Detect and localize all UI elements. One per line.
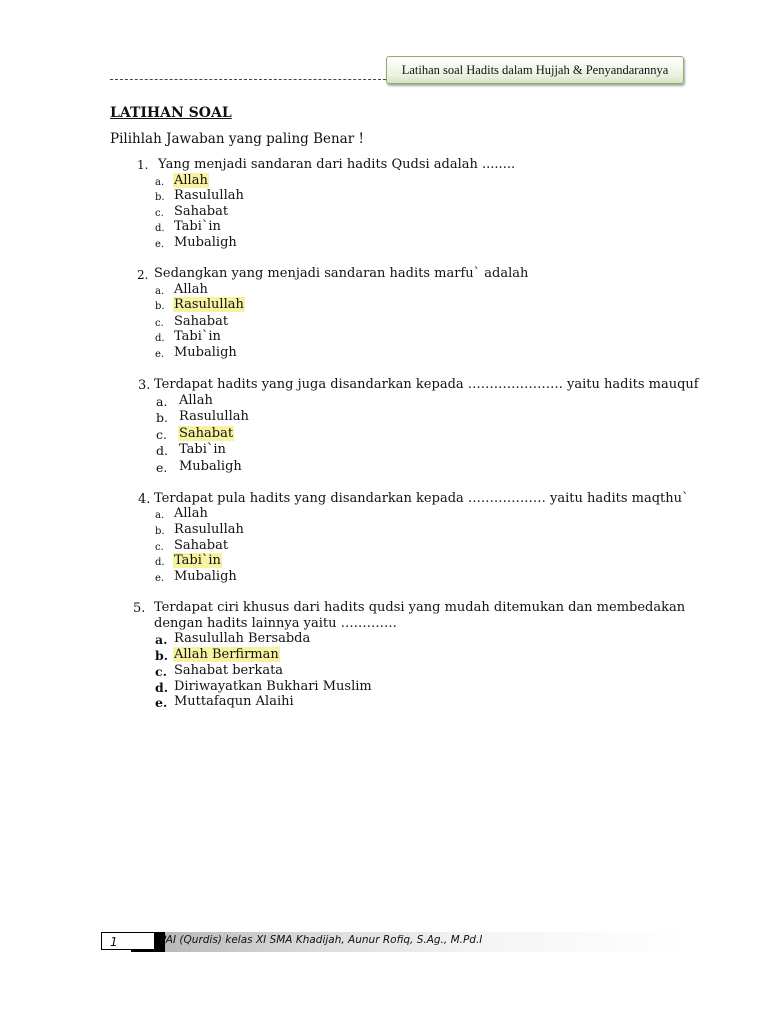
answer-highlight: Allah Berfirman (174, 647, 279, 662)
q2-option-e: Mubaligh (174, 345, 237, 360)
q2-option-c-letter: c. (155, 318, 164, 329)
answer-highlight: Tabi`in (174, 553, 221, 568)
answer-highlight: Rasulullah (174, 297, 244, 312)
question-3-text: Terdapat hadits yang juga disandarkan kepada …………………. yaitu hadits mauquf (154, 377, 699, 392)
q3-option-a-letter: a. (156, 394, 168, 409)
q1-option-e: Mubaligh (174, 235, 237, 250)
header-tab: Latihan soal Hadits dalam Hujjah & Penyandarannya (386, 56, 684, 84)
question-3-number: 3. (138, 378, 151, 393)
question-2-number: 2. (137, 268, 149, 282)
question-4-number: 4. (138, 492, 151, 507)
q2-option-d-letter: d. (155, 333, 165, 344)
q2-option-a: Allah (174, 282, 208, 297)
q5-option-a-letter: a. (155, 632, 168, 647)
q4-option-a: Allah (174, 506, 208, 521)
footer-text: PAI (Qurdis) kelas XI SMA Khadijah, Aunur Rofiq, S.Ag., M.Pd.I (160, 934, 483, 946)
q1-option-d: Tabi`in (174, 219, 221, 234)
q5-option-c-letter: c. (155, 664, 167, 679)
q3-option-c-letter: c. (156, 427, 167, 442)
q4-option-b-letter: b. (155, 526, 165, 537)
q3-option-e-letter: e. (156, 460, 168, 475)
answer-highlight: Allah (174, 173, 208, 188)
q3-option-d-letter: d. (156, 443, 168, 458)
q1-option-e-letter: e. (155, 239, 165, 250)
q3-option-d: Tabi`in (179, 442, 226, 457)
question-2-text: Sedangkan yang menjadi sandaran hadits marfu` adalah (154, 266, 529, 281)
question-5-number: 5. (133, 601, 146, 616)
q3-option-b-letter: b. (156, 410, 168, 425)
q5-option-b-letter: b. (155, 648, 169, 663)
q5-option-c: Sahabat berkata (174, 663, 284, 678)
question-5-text-line2: dengan hadits lainnya yaitu …………. (154, 616, 397, 631)
q1-option-c: Sahabat (174, 204, 229, 219)
instruction-text: Pilihlah Jawaban yang paling Benar ! (110, 131, 364, 147)
q2-option-d: Tabi`in (174, 329, 221, 344)
q4-option-e: Mubaligh (174, 569, 237, 584)
q2-option-e-letter: e. (155, 349, 165, 360)
q2-option-b-letter: b. (155, 301, 165, 312)
q5-option-e: Muttafaqun Alaihi (174, 694, 294, 709)
q1-option-b: Rasulullah (174, 188, 244, 203)
question-1-number: 1. (137, 158, 149, 172)
q1-option-c-letter: c. (155, 208, 164, 219)
q5-option-a: Rasulullah Bersabda (174, 631, 311, 646)
question-1-text: Yang menjadi sandaran dari hadits Qudsi adalah ........ (158, 157, 516, 172)
answer-highlight: Sahabat (179, 426, 234, 441)
q4-option-d-letter: d. (155, 557, 165, 568)
q1-option-b-letter: b. (155, 192, 165, 203)
header-dashed-divider (110, 79, 386, 80)
q4-option-e-letter: e. (155, 573, 165, 584)
q5-option-d: Diriwayatkan Bukhari Muslim (174, 679, 372, 694)
q2-option-a-letter: a. (155, 286, 165, 297)
q3-option-b: Rasulullah (179, 409, 249, 424)
q4-option-b: Rasulullah (174, 522, 244, 537)
q5-option-d-letter: d. (155, 680, 169, 695)
q4-option-d (173, 553, 222, 568)
q4-option-c: Sahabat (174, 538, 229, 553)
q3-option-a: Allah (179, 393, 213, 408)
q4-option-c-letter: c. (155, 542, 164, 553)
q2-option-b (173, 297, 245, 312)
q2-option-c: Sahabat (174, 314, 229, 329)
page-title: LATIHAN SOAL (110, 105, 232, 121)
question-4-text: Terdapat pula hadits yang disandarkan kepada ……………… yaitu hadits maqthu` (154, 491, 689, 506)
page-number: 1 (101, 932, 155, 950)
q1-option-d-letter: d. (155, 223, 165, 234)
q3-option-e: Mubaligh (179, 459, 242, 474)
q5-option-b (173, 647, 280, 662)
q4-option-a-letter: a. (155, 510, 165, 521)
q5-option-e-letter: e. (155, 695, 168, 710)
q1-option-a (173, 173, 209, 188)
question-5-text: Terdapat ciri khusus dari hadits qudsi yang mudah ditemukan dan membedakan (154, 600, 686, 615)
q1-option-a-letter: a. (155, 177, 165, 188)
q3-option-c (178, 426, 234, 441)
